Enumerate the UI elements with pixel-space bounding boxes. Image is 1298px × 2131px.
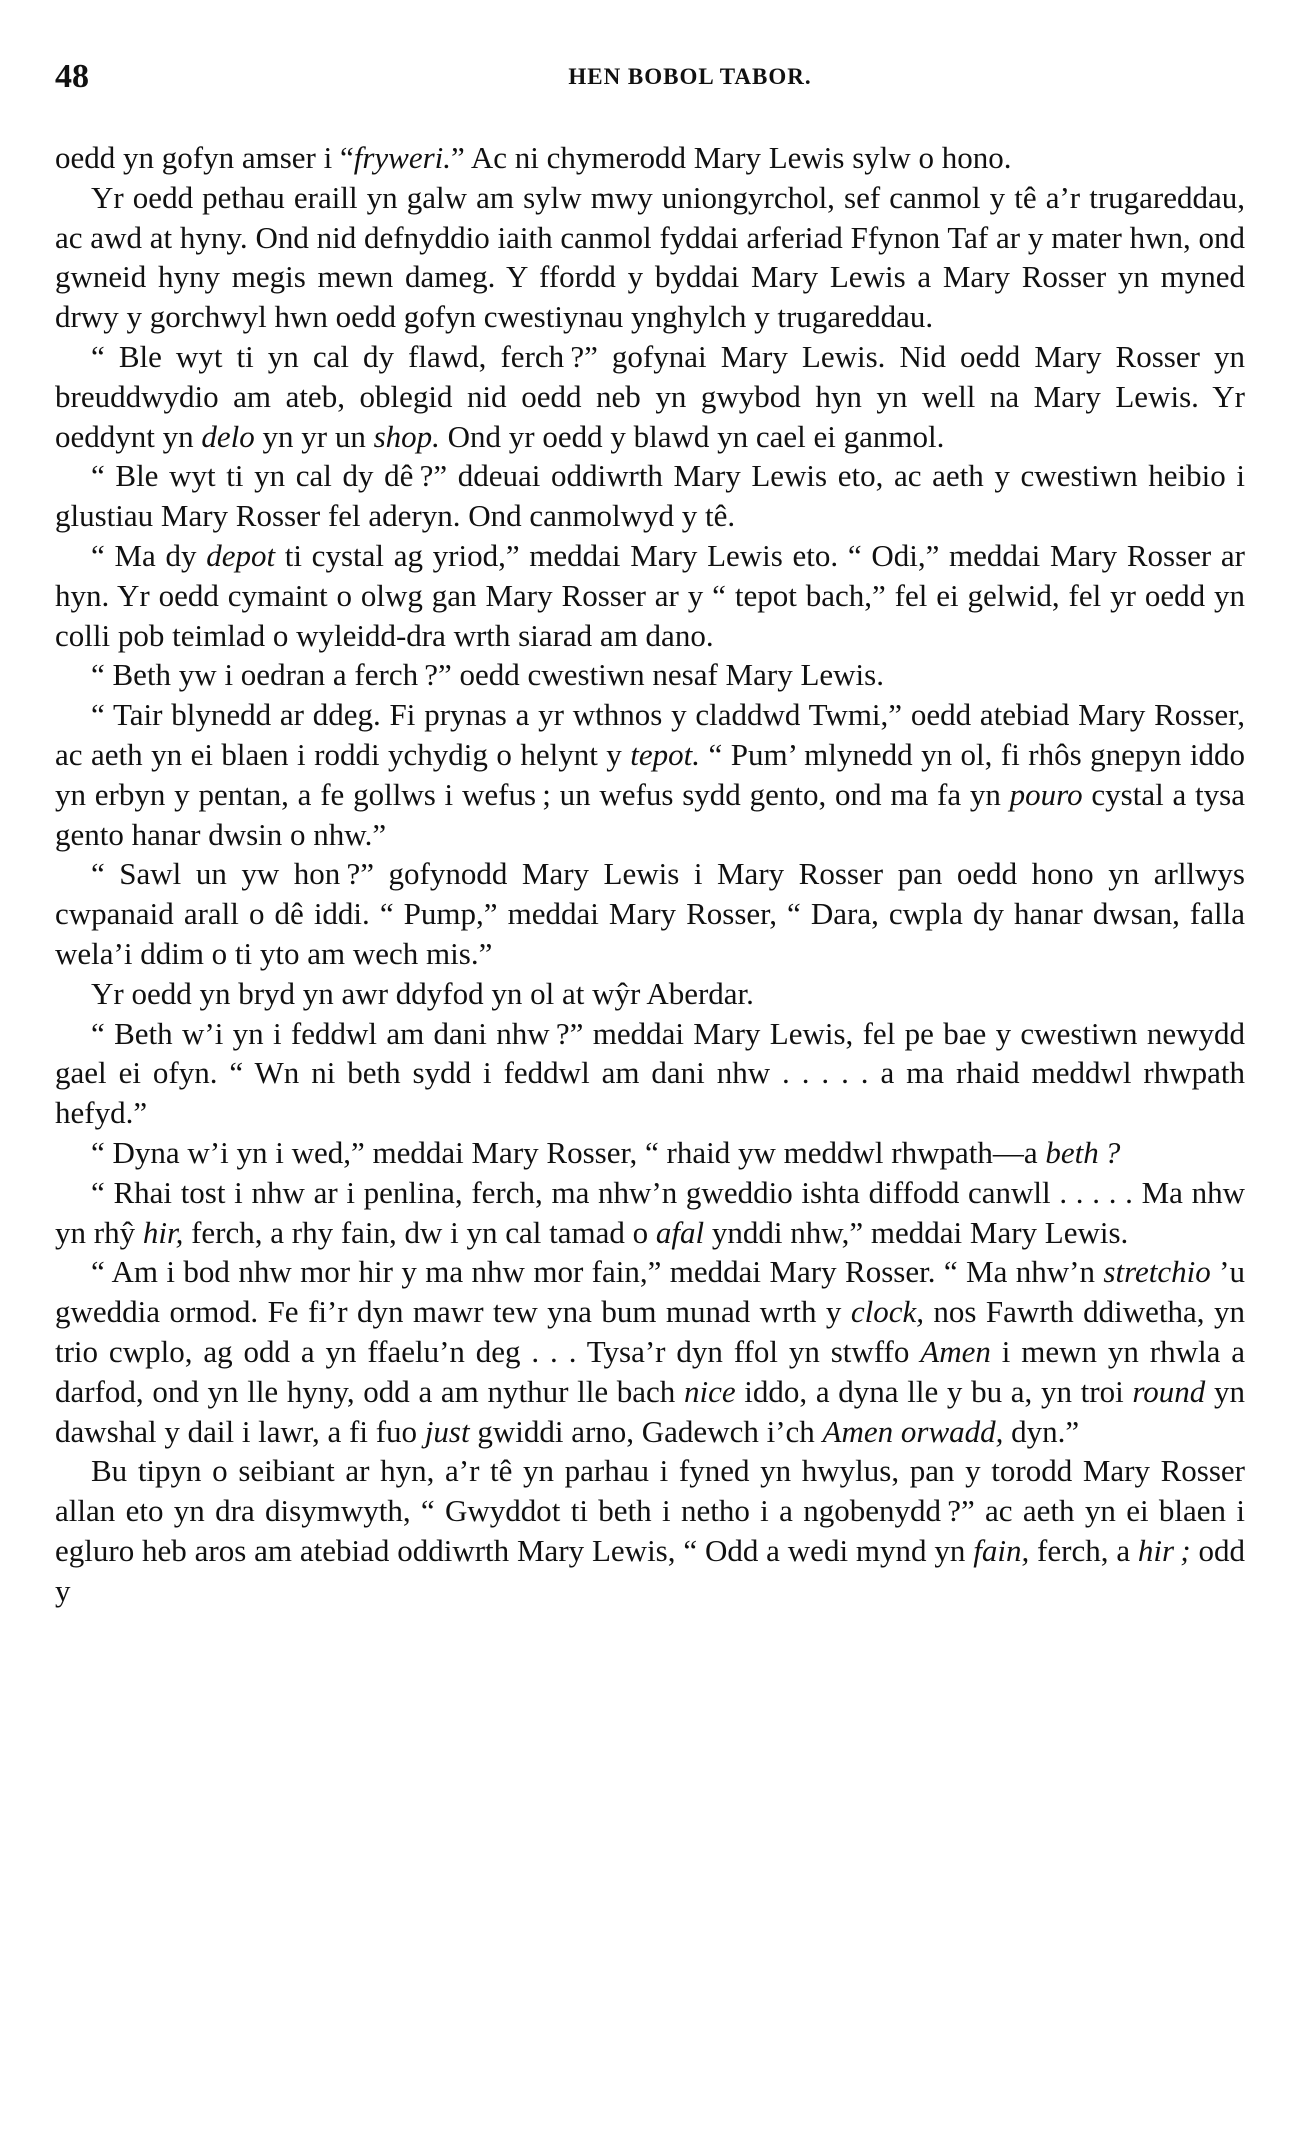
body-text [55, 138, 1245, 1610]
text-run: “ Rhai tost i nhw ar i penlina, ferch, ma nhw’n gweddio ishta diffodd canwll . . . . . Ma nhw yn rhŷ [55, 1174, 1245, 1250]
text-run: “ Ma dy [91, 537, 207, 573]
text-run: Yr oedd yn bryd yn awr ddyfod yn ol at wŷr Aberdar. [91, 975, 754, 1011]
italic-text-run: clock, [850, 1294, 924, 1330]
text-run: Bu tipyn o seibiant ar hyn, a’r tê yn parhau i fyned yn hwylus, pan y torodd Mary Rosser allan eto yn dra disymwyth, “ Gwyddot ti beth i netho i a ngobenydd ?” ac aeth yn ei blaen i egluro heb aros am atebiad oddiwrth Mary Lewis, “ Odd a wedi mynd yn [55, 1453, 1245, 1568]
text-run: ferch, a [1029, 1532, 1138, 1568]
paragraph [55, 1451, 1245, 1610]
text-run: oedd yn gofyn amser i “ [55, 140, 354, 175]
paragraph [55, 337, 1245, 456]
italic-text-run: nice [683, 1373, 736, 1409]
text-run: ” Ac ni chymerodd Mary Lewis sylw o hono. [451, 140, 1012, 175]
italic-text-run: Amen orwadd, [822, 1413, 1004, 1449]
italic-text-run: pouro [1009, 776, 1083, 812]
text-run: “ Pum’ mlynedd yn ol, fi rhôs gnepyn iddo yn erbyn y pentan, a fe gollws i wefus ; un wefus sydd gento, ond ma fa yn [55, 736, 1246, 812]
paragraph [55, 1252, 1245, 1451]
italic-text-run: just [424, 1413, 470, 1449]
italic-text-run: shop. [373, 418, 440, 454]
text-run: odd y [55, 1532, 1245, 1608]
paragraph [55, 974, 1245, 1014]
text-run: “ Am i bod nhw mor hir y ma nhw mor fain,” meddai Mary Rosser. “ Ma nhw’n [91, 1254, 1104, 1290]
running-title: HEN BOBOL TABOR. [568, 64, 812, 89]
text-run: ferch, a rhy fain, dw i yn cal tamad o [183, 1214, 656, 1250]
text-run: “ Sawl un yw hon ?” gofynodd Mary Lewis i Mary Rosser pan oedd hono yn arllwys cwpanaid arall o dê iddi. “ Pump,” meddai Mary Rosser, “ Dara, cwpla dy hanar dwsan, falla wela’i ddim o ti yto am wech mis.” [55, 856, 1245, 971]
italic-text-run: beth ? [1045, 1134, 1121, 1170]
page-header [55, 58, 1245, 102]
paragraph [55, 456, 1245, 536]
text-run: Yr oedd pethau eraill yn galw am sylw mwy uniongyrchol, sef canmol y tê a’r trugareddau, ac awd at hyny. Ond nid defnyddio iaith canmol fyddai arferiad Ffynon Taf ar y mater hwn, ond gwneid hyny megis mewn dameg. Y ffordd y byddai Mary Lewis a Mary Rosser yn myned drwy y gorchwyl hwn oedd gofyn cwestiynau ynghylch y trugareddau. [55, 179, 1245, 335]
text-run: i mewn yn rhwla a darfod, ond yn lle hyny, odd a am nythur lle bach [55, 1333, 1245, 1409]
paragraph [55, 1014, 1245, 1133]
text-run: “ Beth w’i yn i feddwl am dani nhw ?” meddai Mary Lewis, fel pe bae y cwestiwn newydd gael ei ofyn. “ Wn ni beth sydd i feddwl am dani nhw . . . . . a ma rhaid meddwl rhwpath hefyd.” [55, 1015, 1245, 1131]
paragraph [55, 1173, 1245, 1253]
text-run: cystal a tysa gento hanar dwsin o nhw.” [55, 776, 1245, 852]
text-run: nos Fawrth ddiwetha, yn trio cwplo, ag odd a yn ffaelu’n deg . . . Tysa’r dyn ffol yn stwffo [55, 1294, 1245, 1369]
text-run: dyn.” [1003, 1413, 1080, 1449]
italic-text-run: fain, [973, 1532, 1030, 1568]
text-run: ti cystal ag yriod,” meddai Mary Lewis eto. “ Odi,” meddai Mary Rosser ar hyn. Yr oedd cymaint o olwg gan Mary Rosser ar y “ tepot bach,” fel ei gelwid, fel yr oedd yn colli pob teimlad o wyleidd-dra wrth siarad am dano. [55, 537, 1245, 653]
italic-text-run: afal [655, 1214, 705, 1250]
text-run: yn dawshal y dail i lawr, a fi fuo [55, 1373, 1245, 1449]
paragraph [55, 178, 1245, 337]
page-number: 48 [55, 58, 89, 95]
text-run: “ Ble wyt ti yn cal dy flawd, ferch ?” gofynai Mary Lewis. Nid oedd Mary Rosser yn breuddwydio am ateb, oblegid nid oedd neb yn gwybod hyn yn well na Mary Lewis. Yr oeddynt yn [55, 338, 1245, 454]
text-run: ynddi nhw,” meddai Mary Lewis. [704, 1214, 1129, 1250]
italic-text-run: hir ; [1137, 1532, 1191, 1568]
italic-text-run: depot [206, 537, 276, 573]
italic-text-run: Amen [920, 1333, 991, 1369]
italic-text-run: hir, [142, 1214, 184, 1250]
text-run: gwiddi arno, Gadewch i’ch [469, 1413, 823, 1449]
text-run: Ond yr oedd y blawd yn cael ei ganmol. [439, 418, 945, 454]
paragraph [55, 1133, 1245, 1173]
italic-text-run: fryweri. [353, 140, 452, 175]
italic-text-run: round [1132, 1373, 1206, 1409]
text-run: iddo, a dyna lle y bu a, yn troi [735, 1373, 1133, 1409]
text-run: “ Tair blynedd ar ddeg. Fi prynas a yr wthnos y claddwd Twmi,” oedd atebiad Mary Rosser, ac aeth yn ei blaen i roddi ychydig o helynt y [55, 697, 1245, 772]
paragraph [55, 536, 1245, 655]
text-run: “ Ble wyt ti yn cal dy dê ?” ddeuai oddiwrth Mary Lewis eto, ac aeth y cwestiwn heibio i glustiau Mary Rosser fel aderyn. Ond canmolwyd y tê. [55, 458, 1245, 534]
paragraph [55, 854, 1245, 973]
text-run: “ Beth yw i oedran a ferch ?” oedd cwestiwn nesaf Mary Lewis. [91, 657, 884, 693]
italic-text-run: tepot. [630, 736, 701, 772]
italic-text-run: stretchio [1103, 1254, 1211, 1290]
text-run: “ Dyna w’i yn i wed,” meddai Mary Rosser, “ rhaid yw meddwl rhwpath—a [91, 1134, 1046, 1170]
paragraph [55, 655, 1245, 695]
text-run: ’u gweddia ormod. Fe fi’r dyn mawr tew yna bum munad wrth y [55, 1254, 1245, 1330]
text-run: yn yr un [254, 418, 374, 454]
paragraph [55, 138, 1245, 178]
paragraph [55, 695, 1245, 854]
book-page [55, 58, 1245, 1610]
italic-text-run: delo [201, 418, 255, 454]
